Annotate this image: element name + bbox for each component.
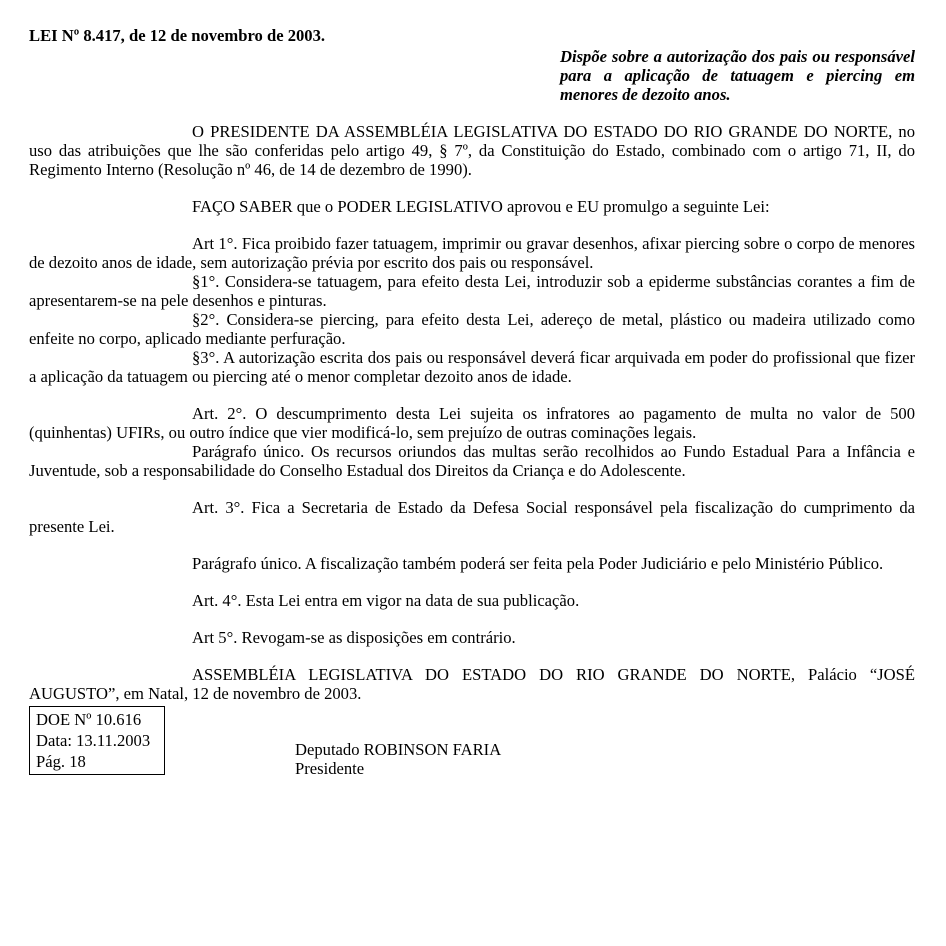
law-document	[29, 26, 915, 786]
spacer	[29, 216, 915, 234]
signatory-role: Presidente	[295, 759, 365, 778]
law-title: LEI Nº 8.417, de 12 de novembro de 2003.	[29, 26, 326, 45]
signatory-name: Deputado ROBINSON FARIA	[295, 740, 502, 759]
article-1-paragraph-3: §3°. A autorização escrita dos pais ou responsável deverá ficar arquivada em poder do profissional que fizer a aplicação da tatuagem ou piercing até o menor completar dezoito anos de idade.	[29, 348, 915, 386]
spacer	[29, 386, 915, 404]
article-1-paragraph-1: §1°. Considera-se tatuagem, para efeito desta Lei, introduzir sob a epiderme substâncias corantes a fim de apresentarem-se na pele desenhos e pinturas.	[29, 272, 915, 310]
enactment-clause: FAÇO SABER que o PODER LEGISLATIVO aprovou e EU promulgo a seguinte Lei:	[192, 197, 770, 216]
article-2-sole-paragraph: Parágrafo único. Os recursos oriundos das multas serão recolhidos ao Fundo Estadual Para a Infância e Juventude, sob a responsabilidade do Conselho Estadual dos Direitos da Criança e do Adolescente.	[29, 442, 915, 480]
spacer	[29, 536, 915, 554]
article-4: Art. 4°. Esta Lei entra em vigor na data de sua publicação.	[192, 591, 580, 610]
closing-statement: ASSEMBLÉIA LEGISLATIVA DO ESTADO DO RIO GRANDE DO NORTE, Palácio “JOSÉ AUGUSTO”, em Natal, 12 de novembro de 2003.	[29, 665, 915, 703]
preamble: O PRESIDENTE DA ASSEMBLÉIA LEGISLATIVA DO ESTADO DO RIO GRANDE DO NORTE, no uso das atribuições que lhe são conferidas pelo artigo 49, § 7º, da Constituição do Estado, combinado com o artigo 71, II, do Regimento Interno (Resolução nº 46, de 14 de dezembro de 1990).	[29, 122, 915, 179]
article-2: Art. 2°. O descumprimento desta Lei sujeita os infratores ao pagamento de multa no valor de 500 (quinhentas) UFIRs, ou outro índice que vier modificá-lo, sem prejuízo de outras cominações legais.	[29, 404, 915, 442]
spacer	[29, 104, 915, 122]
spacer	[29, 480, 915, 498]
spacer	[29, 573, 915, 591]
article-1: Art 1°. Fica proibido fazer tatuagem, imprimir ou gravar desenhos, afixar piercing sobre o corpo de menores de dezoito anos de idade, sem autorização prévia por escrito dos pais ou responsável.	[29, 234, 915, 272]
doe-number: DOE Nº 10.616	[36, 710, 142, 729]
spacer	[29, 647, 915, 665]
publication-page: Pág. 18	[36, 752, 86, 771]
article-3-sole-paragraph: Parágrafo único. A fiscalização também poderá ser feita pela Poder Judiciário e pelo Ministério Público.	[192, 554, 884, 573]
article-1-paragraph-2: §2°. Considera-se piercing, para efeito desta Lei, adereço de metal, plástico ou madeira utilizado como enfeite no corpo, aplicado mediante perfuração.	[29, 310, 915, 348]
article-5: Art 5°. Revogam-se as disposições em contrário.	[192, 628, 516, 647]
spacer	[29, 610, 915, 628]
footer	[29, 706, 915, 786]
spacer	[29, 179, 915, 197]
signature-block	[295, 740, 501, 778]
publication-date: Data: 13.11.2003	[36, 731, 151, 750]
ementa: Dispõe sobre a autorização dos pais ou responsável para a aplicação de tatuagem e piercing em menores de dezoito anos.	[560, 47, 915, 104]
publication-box	[29, 706, 165, 775]
article-3: Art. 3°. Fica a Secretaria de Estado da Defesa Social responsável pela fiscalização do cumprimento da presente Lei.	[29, 498, 915, 536]
